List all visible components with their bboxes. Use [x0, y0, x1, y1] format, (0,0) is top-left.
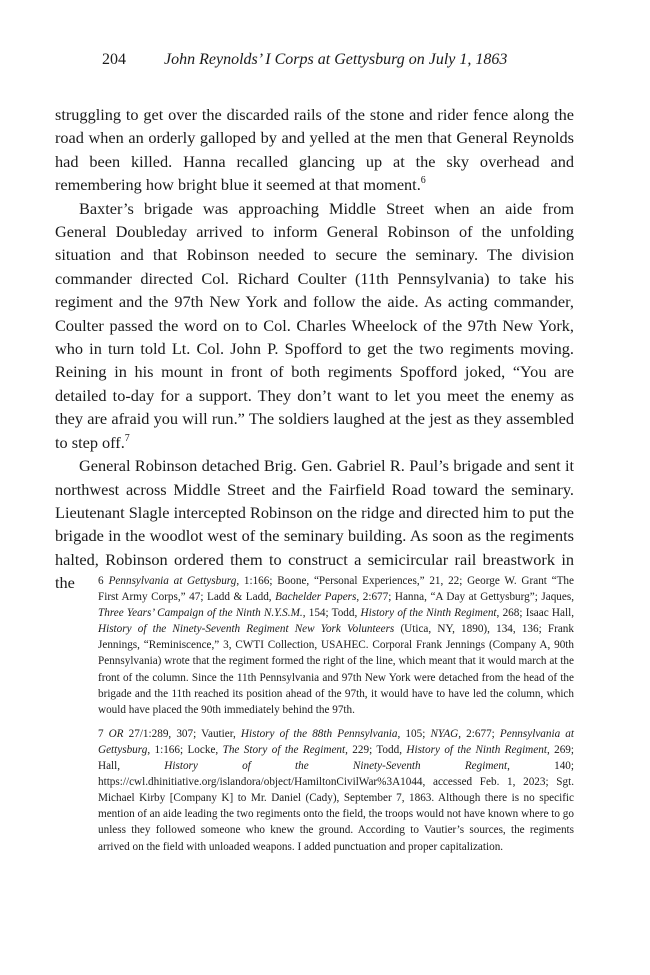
footnote-text: , 105; — [397, 727, 431, 740]
citation-title: Pennsylvania at Gettysburg — [108, 575, 237, 587]
citation-title: OR — [108, 727, 124, 740]
paragraph — [55, 103, 574, 197]
footnote-text: , 140; https://cwl.dhinitiative.org/islandora/object/HamiltonCivilWar%3A1044, accessed Feb. 1, 2023; Sgt. Michael Kirby [Company K] to Mr. Daniel (Cady), September 7, 1863. Although there is no specific mention of an aide leading the two regiments onto the field, the troops would not have known where to go unless they followed someone who knew the ground. According to Vautier’s sources, the regiments arrived on the field with unloaded weapons. I added punctuation and proper capitalization. — [98, 760, 575, 853]
footnote-ref-6: 6 — [420, 175, 426, 187]
footnotes — [98, 573, 574, 863]
footnote-text: , 1:166; Locke, — [147, 743, 223, 756]
page-number: 204 — [102, 51, 126, 68]
footnote-text: (Utica, NY, 1890), 134, 136; Frank Jennings, “Reminiscence,” 3, CWTI Collection, USAHEC. Corporal Frank Jennings (Company A, 90th Pennsylvania) wrote that the regiment formed the right of the line, which meant that it would march at the front of the column. Since the 11th Pennsylvania and 97th New York were detached from the head of the brigade and the 11th reached its position ahead of the 97th, it would have to have led the column, which would have placed the 90th immediately behind the 97th. — [98, 623, 574, 716]
citation-title: History of the 88th Pennsylvania — [240, 727, 398, 740]
footnote-number: 7 — [98, 727, 104, 740]
footnote-text: 27/1:289, 307; Vautier, — [123, 727, 241, 740]
body-text — [55, 103, 574, 595]
citation-title: History of the Ninth Regiment — [406, 743, 547, 756]
citation-title: NYAG — [430, 727, 459, 740]
running-title: John Reynolds’ I Corps at Gettysburg on July 1, 1863 — [164, 51, 508, 68]
running-header — [102, 50, 542, 70]
paragraph-text: struggling to get over the discarded rails of the stone and rider fence along the road when an orderly galloped by and yelled at the men that General Reynolds had been killed. Hanna recalled glancing up at the sky overhead and remembering how bright blue it seemed at that moment. — [55, 105, 574, 195]
citation-title: Bachelder Papers — [275, 591, 357, 604]
footnote-text: , 229; Todd, — [345, 743, 407, 756]
footnote-text: , 269; Hall, — [98, 743, 575, 773]
footnote-6 — [98, 573, 574, 718]
footnote-text: , 2:677; — [458, 727, 500, 740]
citation-title: History of the Ninety-Seventh Regiment — [164, 760, 508, 773]
footnote-text: , 268; Isaac Hall, — [496, 607, 574, 620]
paragraph-text: Baxter’s brigade was approaching Middle Street when an aide from General Doubleday arrived to inform General Robinson of the unfolding situation and that Robinson needed to secure the seminary. The division commander directed Col. Richard Coulter (11th Pennsylvania) to take his regiment and the 97th New York and follow the aide. As acting commander, Coulter passed the word on to Col. Charles Wheelock of the 97th New York, who in turn told Lt. Col. John P. Spofford to get the two regiments moving. Reining in his mount in front of both regiments Spofford joked, “You are detailed to-day for a support. They don’t want to let you meet the enemy as they are afraid you will run.” The soldiers laughed at the jest as they assembled to step off. — [55, 198, 574, 452]
footnote-ref-7: 7 — [124, 432, 130, 444]
paragraph — [55, 197, 574, 454]
footnote-number: 6 — [98, 575, 104, 587]
citation-title: History of the Ninth Regiment — [360, 607, 497, 620]
citation-title: Three Years’ Campaign of the Ninth N.Y.S.M. — [98, 607, 303, 620]
citation-title: Pennsylvania at Gettysburg — [98, 727, 574, 756]
footnote-text: , 2:677; Hanna, “A Day at Gettysburg”; Jaques, — [356, 591, 575, 604]
citation-title: History of the Ninety-Seventh Regiment New York Volunteers — [98, 623, 395, 636]
footnote-7 — [98, 726, 574, 855]
footnote-text: , 154; Todd, — [302, 607, 361, 620]
paragraph-text: General Robinson detached Brig. Gen. Gabriel R. Paul’s brigade and sent it northwest across Middle Street and the Fairfield Road toward the seminary. Lieutenant Slagle intercepted Robinson on the ridge and directed him to put the brigade in the woodlot west of the seminary building. As soon as the regiments halted, Robinson ordered them to construct a semicircular rail breastwork in the — [55, 456, 574, 593]
citation-title: The Story of the Regiment — [222, 743, 346, 756]
footnote-text: , 1:166; Boone, “Personal Experiences,” 21, 22; George W. Grant “The First Army Corps,” 47; Ladd & Ladd, — [98, 575, 574, 604]
